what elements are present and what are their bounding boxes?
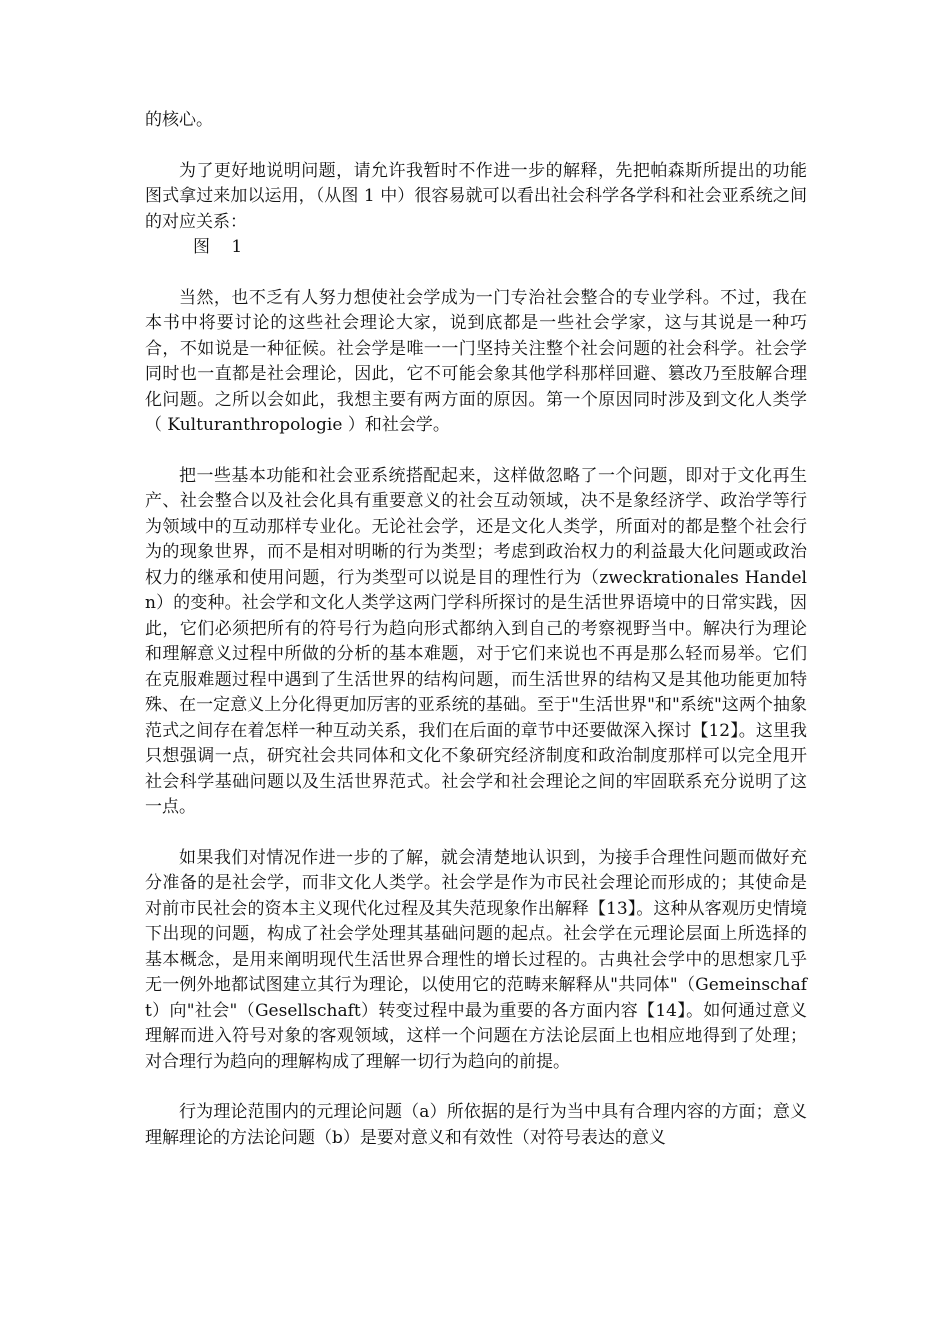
document-page [145, 108, 807, 1151]
paragraph-sociology-integration: 当然，也不乏有人努力想使社会学成为一门专治社会整合的专业学科。不过，我在本书中将要讨论的这些社会理论大家，说到底都是一些社会学家，这与其说是一种巧合，不如说是一种征候。社会学是唯一一门坚持关注整个社会问题的社会科学。社会学同时也一直都是社会理论，因此，它不可能会象其他学科那样回避、篡改乃至肢解合理化问题。之所以会如此，我想主要有两方面的原因。第一个原因同时涉及到文化人类学（ Kulturanthropologie ）和社会学。 [145, 287, 807, 435]
figure-label: 图 1 [193, 237, 251, 257]
paragraph-continuation: 的核心。 [145, 110, 213, 130]
paragraph-lifeworld: 把一些基本功能和社会亚系统搭配起来，这样做忽略了一个问题，即对于文化再生产、社会整合以及社会化具有重要意义的社会互动领域，决不是象经济学、政治学等行为领域中的互动那样专业化。无论社会学，还是文化人类学，所面对的都是整个社会行为的现象世界，而不是相对明晰的行为类型；考虑到政治权力的利益最大化问题或政治权力的继承和使用问题，行为类型可以说是目的理性行为（zweckrationales Handeln）的变种。社会学和文化人类学这两门学科所探讨的是生活世界语境中的日常实践，因此，它们必须把所有的符号行为趋向形式都纳入到自己的考察视野当中。解决行为理论和理解意义过程中所做的分析的基本难题，对于它们来说也不再是那么轻而易举。它们在克服难题过程中遇到了生活世界的结构问题，而生活世界的结构又是其他功能更加特殊、在一定意义上分化得更加厉害的亚系统的基础。至于"生活世界"和"系统"这两个抽象范式之间存在着怎样一种互动关系，我们在后面的章节中还要做深入探讨【12】。这里我只想强调一点，研究社会共同体和文化不象研究经济制度和政治制度那样可以完全甩开社会科学基础问题以及生活世界范式。社会学和社会理论之间的牢固联系充分说明了这一点。 [145, 465, 807, 817]
paragraph-functional-schema: 为了更好地说明问题，请允许我暂时不作进一步的解释，先把帕森斯所提出的功能图式拿过来加以运用，（从图 1 中）很容易就可以看出社会科学各学科和社会亚系统之间的对应关系： [145, 160, 807, 232]
paragraph-metatheory: 行为理论范围内的元理论问题（a）所依据的是行为当中具有合理内容的方面；意义理解理论的方法论问题（b）是要对意义和有效性（对符号表达的意义 [145, 1102, 807, 1148]
paragraph-civil-society: 如果我们对情况作进一步的了解，就会清楚地认识到，为接手合理性问题而做好充分准备的是社会学，而非文化人类学。社会学是作为市民社会理论而形成的；其使命是对前市民社会的资本主义现代化过程及其失范现象作出解释【13】。这种从客观历史情境下出现的问题，构成了社会学处理其基础问题的起点。社会学在元理论层面上所选择的基本概念，是用来阐明现代生活世界合理性的增长过程的。古典社会学中的思想家几乎无一例外地都试图建立其行为理论，以使用它的范畴来解释从"共同体"（Gemeinschaft）向"社会"（Gesellschaft）转变过程中最为重要的各方面内容【14】。如何通过意义理解而进入符号对象的客观领域，这样一个问题在方法论层面上也相应地得到了处理；对合理行为趋向的理解构成了理解一切行为趋向的前提。 [145, 847, 807, 1072]
